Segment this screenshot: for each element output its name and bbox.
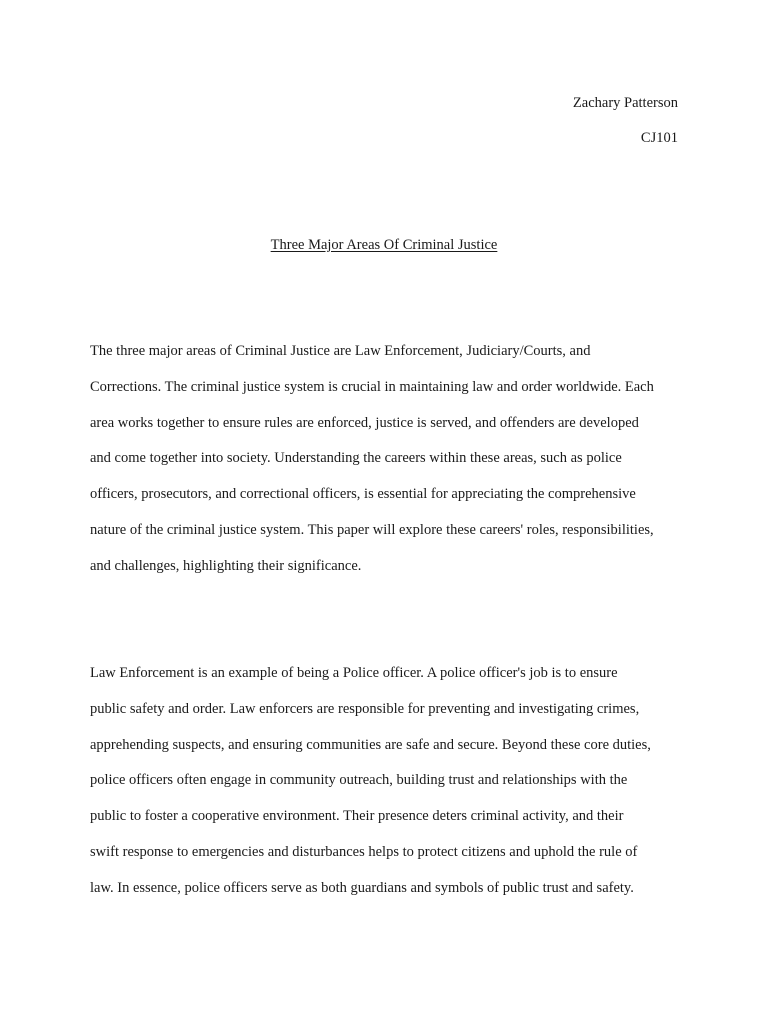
paragraph-line: area works together to ensure rules are enforced, justice is served, and offenders are developed xyxy=(90,414,639,431)
paragraph-intro xyxy=(90,334,680,585)
paragraph-line: and come together into society. Understanding the careers within these areas, such as police xyxy=(90,450,622,467)
paragraph-line: Corrections. The criminal justice system is crucial in maintaining law and order worldwide. Each xyxy=(90,378,654,395)
paragraph-line: nature of the criminal justice system. This paper will explore these careers' roles, responsibilities, xyxy=(90,521,654,538)
paragraph-line: public to foster a cooperative environment. Their presence deters criminal activity, and their xyxy=(90,808,624,825)
paragraph-line: police officers often engage in community outreach, building trust and relationships with the xyxy=(90,772,628,789)
paragraph-line: Law Enforcement is an example of being a Police officer. A police officer's job is to ensure xyxy=(90,665,618,681)
paragraph-law-enforcement xyxy=(90,656,680,907)
paragraph-line: and challenges, highlighting their significance. xyxy=(90,557,362,574)
paragraph-line: public safety and order. Law enforcers are responsible for preventing and investigating crimes, xyxy=(90,700,640,717)
paragraph-line: officers, prosecutors, and correctional officers, is essential for appreciating the comprehensive xyxy=(90,486,636,503)
paragraph-line: law. In essence, police officers serve as both guardians and symbols of public trust and safety. xyxy=(90,879,634,896)
paragraph-line: The three major areas of Criminal Justice are Law Enforcement, Judiciary/Courts, and xyxy=(90,343,591,359)
paragraph-line: swift response to emergencies and disturbances helps to protect citizens and uphold the rule of xyxy=(90,843,638,860)
course-code: CJ101 xyxy=(640,130,678,146)
paragraph-line: apprehending suspects, and ensuring communities are safe and secure. Beyond these core duties, xyxy=(90,736,651,753)
document-title: Three Major Areas Of Criminal Justice xyxy=(270,237,498,253)
author-name: Zachary Patterson xyxy=(572,95,678,111)
